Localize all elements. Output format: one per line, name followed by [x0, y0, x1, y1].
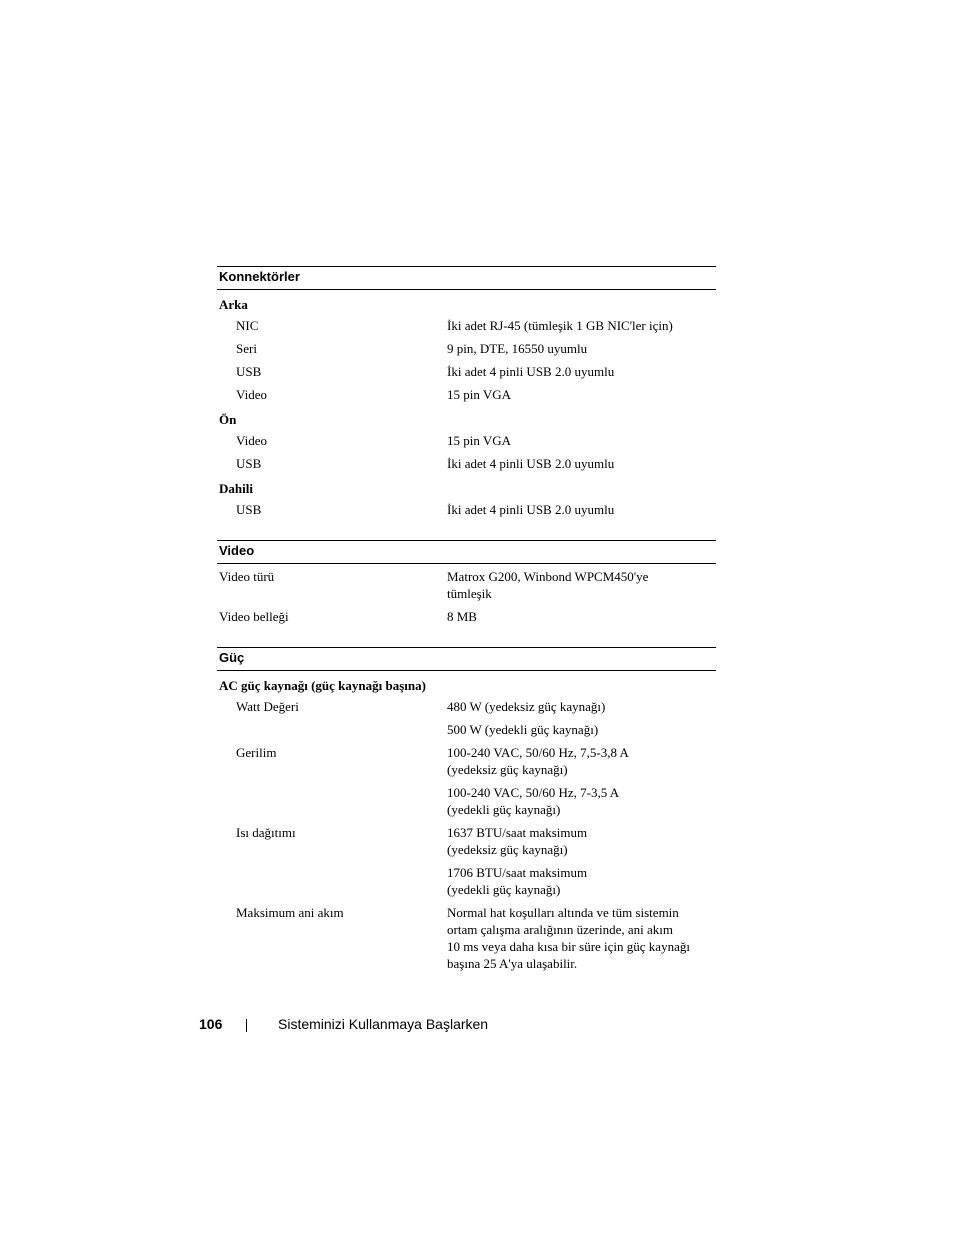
- section-body: [217, 290, 716, 524]
- section-body: [217, 671, 716, 978]
- section-title: Video: [217, 540, 716, 564]
- spec-row: [217, 386, 716, 409]
- spec-row: [217, 568, 716, 608]
- spec-label: USB: [236, 456, 262, 471]
- value-line: 100-240 VAC, 50/60 Hz, 7-3,5 A: [447, 785, 620, 800]
- spec-row: [217, 363, 716, 386]
- value-line: İki adet RJ-45 (tümleşik 1 GB NIC'ler için): [447, 318, 673, 333]
- value-line: 1637 BTU/saat maksimum: [447, 825, 588, 840]
- value-line: 15 pin VGA: [447, 433, 512, 448]
- spec-row: [217, 432, 716, 455]
- value-line: Normal hat koşulları altında ve tüm sistemin: [447, 905, 679, 920]
- spec-value: [447, 904, 716, 972]
- value-line: 1706 BTU/saat maksimum: [447, 865, 588, 880]
- group-heading: Dahili: [219, 481, 253, 496]
- spec-row: [217, 698, 716, 744]
- section-title: Konnektörler: [217, 266, 716, 290]
- spec-label: Video türü: [219, 569, 275, 584]
- group-heading: Arka: [219, 297, 248, 312]
- spec-value: [447, 568, 716, 602]
- value-paragraph: [447, 568, 716, 602]
- spec-row: [217, 340, 716, 363]
- footer-title: Sisteminizi Kullanmaya Başlarken: [278, 1016, 489, 1032]
- spec-section: [217, 540, 716, 631]
- value-line: 8 MB: [447, 609, 477, 624]
- spec-value: [447, 744, 716, 818]
- spec-section: [217, 647, 716, 978]
- spec-label: USB: [236, 502, 262, 517]
- value-paragraph: [447, 501, 716, 518]
- value-line: 15 pin VGA: [447, 387, 512, 402]
- value-line: İki adet 4 pinli USB 2.0 uyumlu: [447, 502, 615, 517]
- spec-value: [447, 608, 716, 625]
- value-paragraph: [447, 432, 716, 449]
- value-paragraph: [447, 744, 716, 778]
- spec-row: [217, 744, 716, 824]
- spec-row: [217, 455, 716, 478]
- spec-label: Isı dağıtımı: [236, 825, 296, 840]
- spec-row: [217, 501, 716, 524]
- footer-divider: [246, 1019, 247, 1032]
- spec-value: [447, 340, 716, 357]
- value-line: 480 W (yedeksiz güç kaynağı): [447, 699, 606, 714]
- spec-label: Video belleği: [219, 609, 289, 624]
- group-heading: Ön: [219, 412, 237, 427]
- spec-label: Video: [236, 433, 267, 448]
- value-line: 10 ms veya daha kısa bir süre için güç kaynağı: [447, 939, 690, 954]
- value-line: İki adet 4 pinli USB 2.0 uyumlu: [447, 456, 615, 471]
- spec-table: [217, 266, 716, 994]
- value-line: 100-240 VAC, 50/60 Hz, 7,5-3,8 A: [447, 745, 629, 760]
- spec-value: [447, 501, 716, 518]
- spec-value: [447, 432, 716, 449]
- spec-label: NIC: [236, 318, 259, 333]
- spec-row: [217, 824, 716, 904]
- spec-value: [447, 455, 716, 472]
- spec-label: Gerilim: [236, 745, 277, 760]
- value-paragraph: [447, 698, 716, 715]
- spec-label: Video: [236, 387, 267, 402]
- value-paragraph: [447, 455, 716, 472]
- value-paragraph: [447, 864, 716, 898]
- spec-row: [217, 608, 716, 631]
- value-paragraph: [447, 386, 716, 403]
- value-paragraph: [447, 721, 716, 738]
- spec-value: [447, 698, 716, 738]
- spec-value: [447, 824, 716, 898]
- value-line: tümleşik: [447, 586, 492, 601]
- value-line: (yedekli güç kaynağı): [447, 882, 561, 897]
- value-paragraph: [447, 317, 716, 334]
- value-paragraph: [447, 784, 716, 818]
- spec-label: USB: [236, 364, 262, 379]
- spec-label: Maksimum ani akım: [236, 905, 344, 920]
- spec-value: [447, 363, 716, 380]
- value-paragraph: [447, 340, 716, 357]
- value-line: (yedeksiz güç kaynağı): [447, 842, 568, 857]
- group-heading: AC güç kaynağı (güç kaynağı başına): [219, 678, 426, 693]
- spec-label: Seri: [236, 341, 257, 356]
- value-line: 500 W (yedekli güç kaynağı): [447, 722, 599, 737]
- spec-row: [217, 904, 716, 978]
- section-body: [217, 564, 716, 631]
- section-title: Güç: [217, 647, 716, 671]
- value-line: 9 pin, DTE, 16550 uyumlu: [447, 341, 588, 356]
- value-line: Matrox G200, Winbond WPCM450'ye: [447, 569, 649, 584]
- value-line: (yedeksiz güç kaynağı): [447, 762, 568, 777]
- spec-value: [447, 386, 716, 403]
- value-line: başına 25 A'ya ulaşabilir.: [447, 956, 578, 971]
- value-paragraph: [447, 824, 716, 858]
- value-line: ortam çalışma aralığının üzerinde, ani akım: [447, 922, 673, 937]
- value-paragraph: [447, 363, 716, 380]
- value-paragraph: [447, 608, 716, 625]
- value-line: (yedekli güç kaynağı): [447, 802, 561, 817]
- spec-value: [447, 317, 716, 334]
- spec-label: Watt Değeri: [236, 699, 299, 714]
- spec-section: [217, 266, 716, 524]
- spec-row: [217, 317, 716, 340]
- value-paragraph: [447, 904, 716, 972]
- value-line: İki adet 4 pinli USB 2.0 uyumlu: [447, 364, 615, 379]
- page-number: 106: [199, 1016, 223, 1032]
